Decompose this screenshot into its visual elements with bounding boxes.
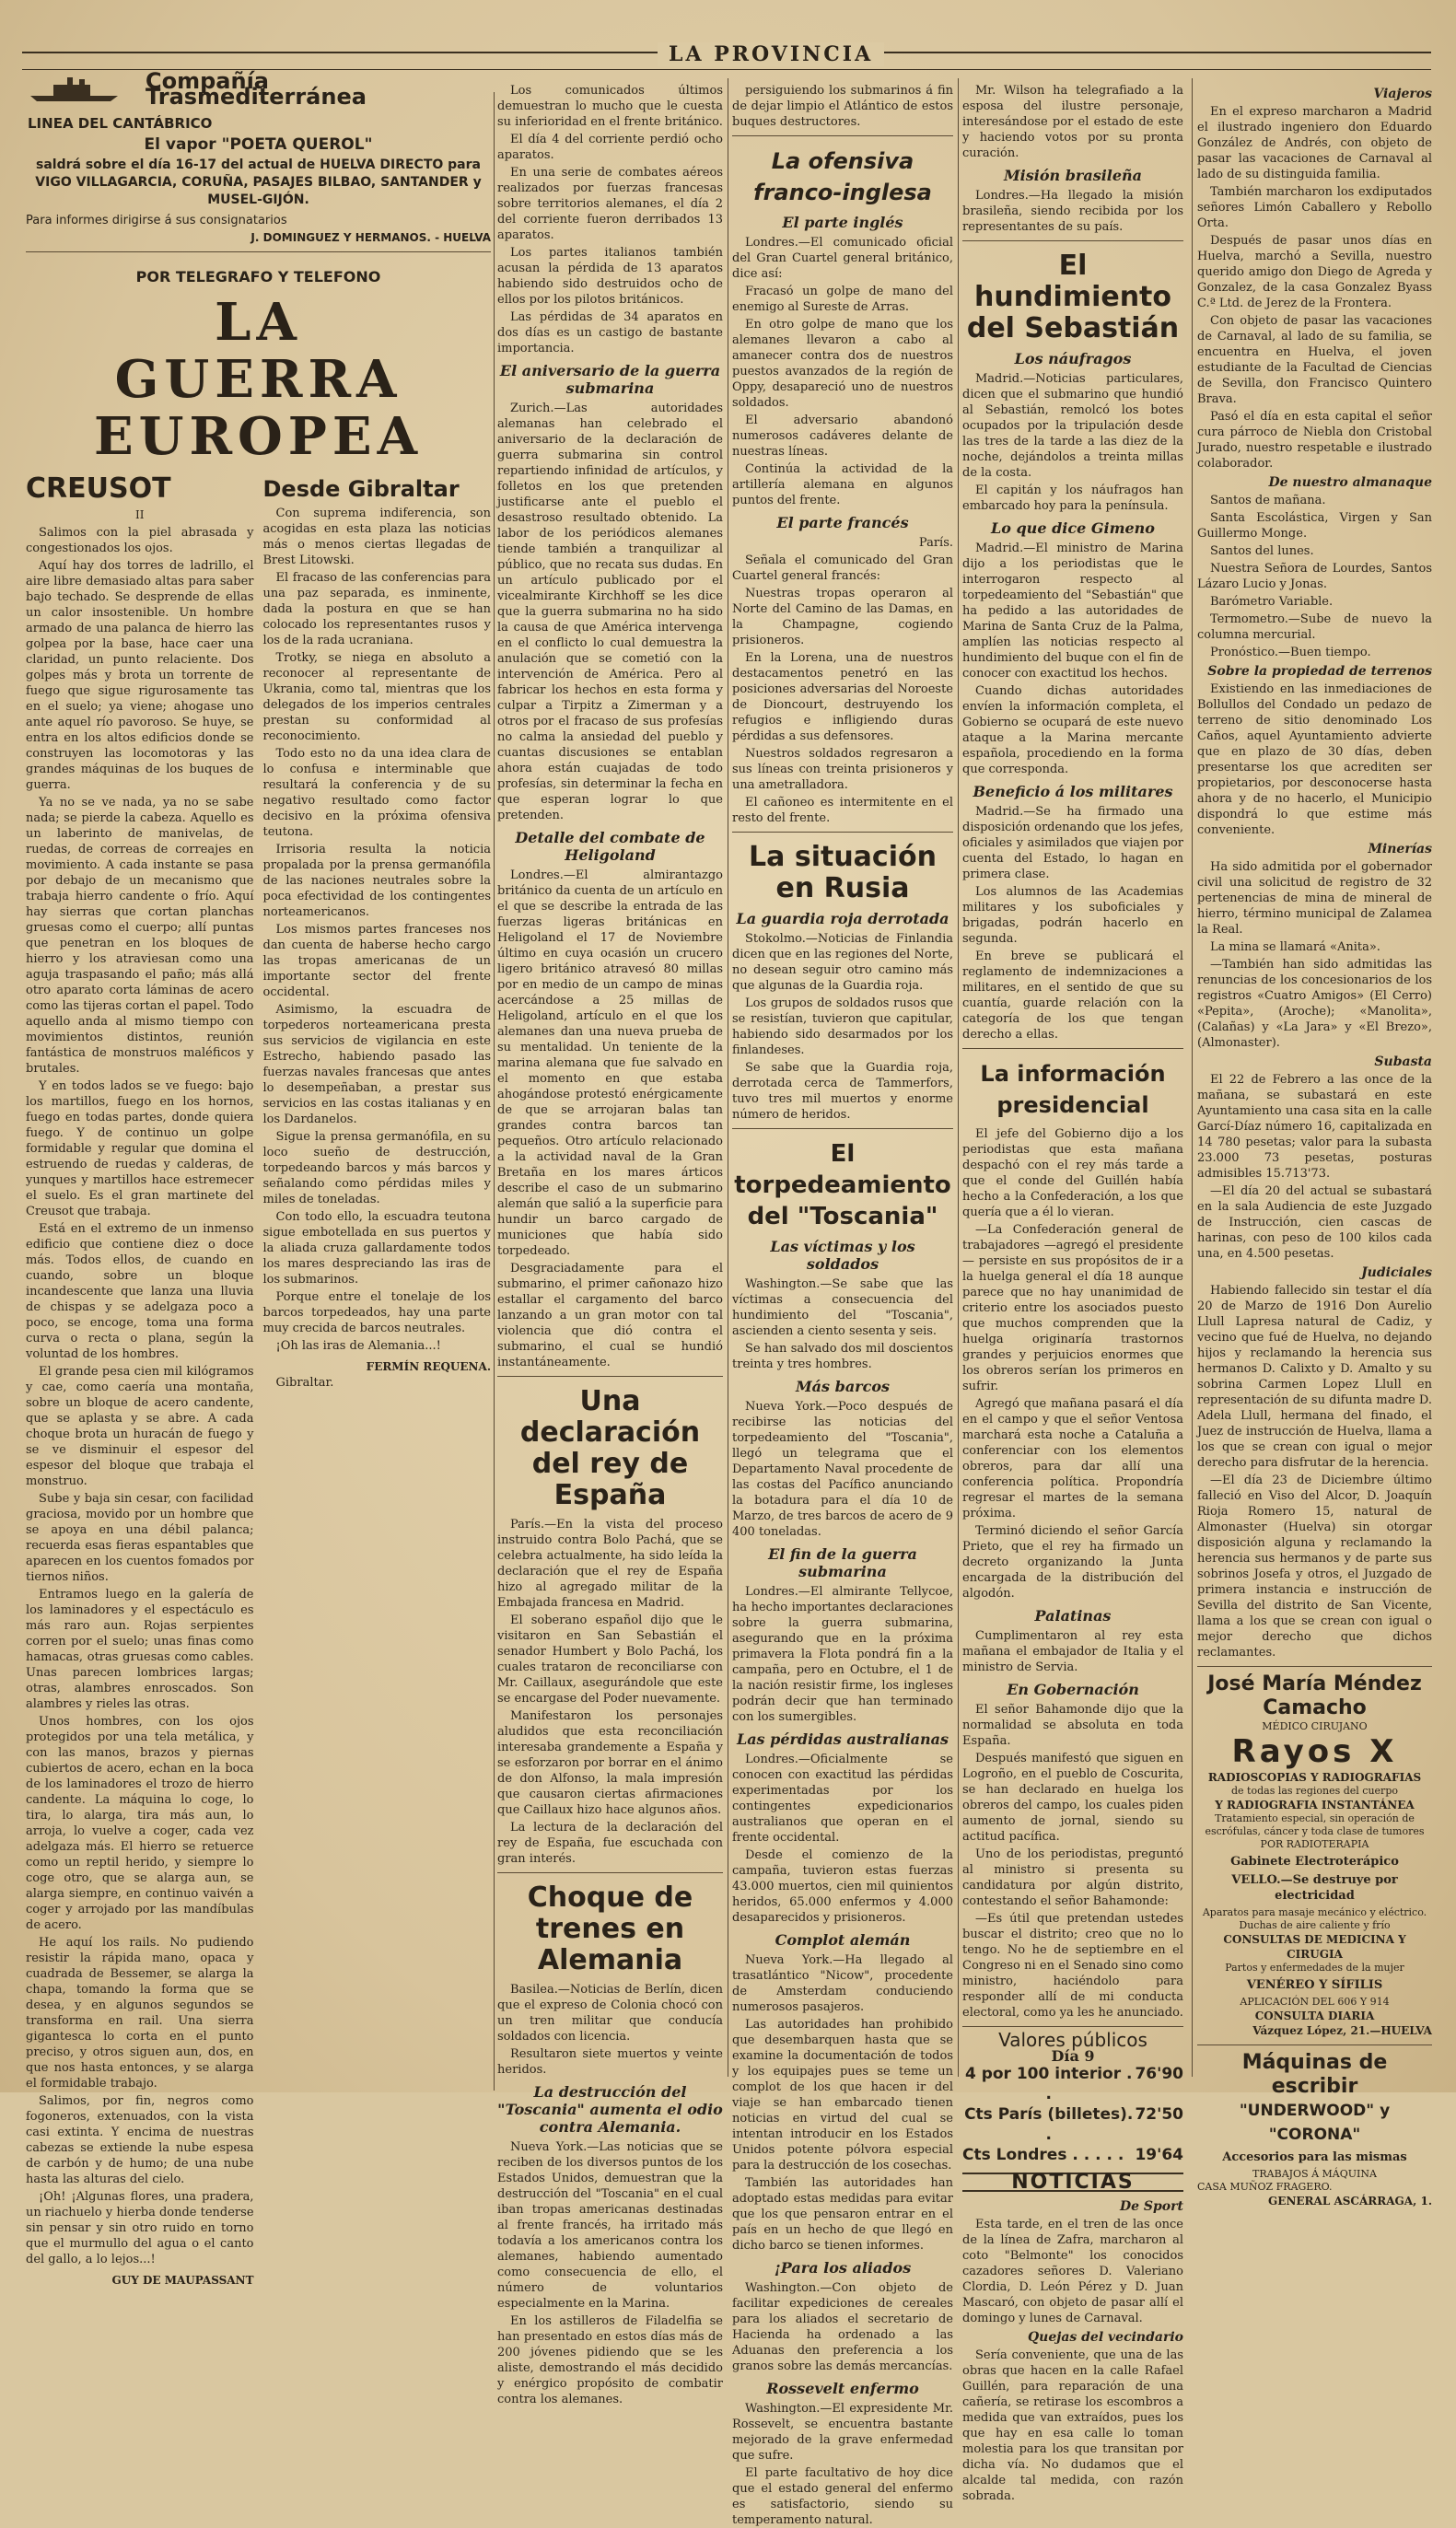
article-title: Desde Gibraltar <box>262 476 460 502</box>
masthead <box>22 42 1431 70</box>
subhead: Beneficio á los militares <box>973 783 1173 800</box>
subhead: Más barcos <box>795 1378 891 1395</box>
subhead: Misión brasileña <box>1003 167 1143 184</box>
creusot-article <box>26 472 254 2289</box>
paragraph: Aquí hay dos torres de ladrillo, el aire libre demasiado altas para saber bajo techado. Se desprende de ellas un calor insostenible. Un hombre armado de una palanca de hierro las golpea por la base, hace caer una claridad, un punto relaciente. Dos golpes más y brota un torrente de fuego que sigue rigurosamente tas en el suelo; ya viene; ahogase uno ante aquel río pavoroso. Se huye, se entra en los altos edificios donde se construyen las locomotoras y las grandes máquinas de los buques de guerra. <box>26 559 254 792</box>
paragraph: Agregó que mañana pasará el día en el campo y que el señor Ventosa marchará esta noche a Cataluña a conferenciar con los elementos obreros, para dar allí una conferencia política. Propondría regresar el martes de la semana próxima. <box>962 1397 1183 1520</box>
subhead: El fin de la guerra submarina <box>768 1545 917 1580</box>
subhead: Los náufragos <box>1014 350 1132 367</box>
paragraph: Nueva York.—Las noticias que se reciben de los diversos puntos de los Estados Unidos, demuestran que la destrucción del "Toscania" en el cual iban tropas americanas destinadas al frente francés, ha irritado más todavía a los americanos contra los alemanes, habiendo aumentado como consecuencia de ello, el número de voluntarios especialmente en la Marina. <box>497 2140 723 2311</box>
headline: El hundimiento del Sebastián <box>966 250 1180 344</box>
paragraph: Sería conveniente, que una de las obras que hacen en la calle Rafael Guillén, para reparación de una cañería, se retirase los escombros a medida que van extraídos, pues los que hay en esa calle lo toman molestia para los que transitan por dicha vía. No dudamos que el alcalde tal medida, con razón sobrada. <box>962 2348 1183 2503</box>
paragraph: Existiendo en las inmediaciones de Bollullos del Condado un pedazo de terreno de sitio denominado Los Caños, aquel Ayuntamiento advierte que en plazo de 30 días, deben presentarse los que acrediten ser propietarios, por desconocerse hasta ahora y de no hacerlo, el Municipio dispondrá lo que estime más conveniente. <box>1197 682 1432 837</box>
paragraph: Las autoridades han prohibido que desembarquen hasta que se examine la documentación de todos y los equipajes pues se teme un complot de los que hacen ir del viaje se han embarcado tienen noticias en virtud del cual se intentan introducir en los Estados Unidos potente pólvora especial para la destrucción de los cosechas. <box>732 2018 953 2173</box>
headline: La situación en Rusia <box>749 841 937 904</box>
paragraph: Porque entre el tonelaje de los barcos torpedeados, hay una parte muy crecida de barcos neutrales. <box>262 1290 491 1335</box>
ad-address: GENERAL ASCÁRRAGA, 1. <box>1268 2195 1432 2208</box>
divider <box>26 251 491 252</box>
paragraph: He aquí los rails. No pudiendo resistir la rápida mano, opaca y cuadrada de Bessemer, se alarga la chapa, tomando la forma que se desea, y en algunos segundos se transforma en rail. Una sierra gigantesca lo corta en el punto preciso, y otros siguen aun, dos, en que nos hasta entonces, y se alarga el formidable trabajo. <box>26 1936 254 2091</box>
column-rule <box>1192 78 1193 2077</box>
paragraph: Londres.—El comunicado oficial del Gran Cuartel general británico, dice así: <box>732 236 953 281</box>
paragraph: —También han sido admitidas las renuncias de los concesionarios de los registros «Cuatro Amigos» (El Cerro) «Pepita», (Aroche); «Manolita», (Calañas) y «La Jara» y «El Brezo», (Almonaster). <box>1197 958 1432 1050</box>
paragraph: Se sabe que la Guardia roja, derrotada cerca de Tammerfors, tuvo tres mil muertos y enorme número de heridos. <box>732 1061 953 1122</box>
paragraph: ¡Oh! ¡Algunas flores, una pradera, un riachuelo y hierba donde tenderse sin pensar y sin otro ruido en torno que el murmullo del agua o el canto del gallo, a lo lejos...! <box>26 2190 254 2266</box>
paragraph: Nuestras tropas operaron al Norte del Camino de las Damas, en la Champagne, cogiendo prisioneros. <box>732 587 953 647</box>
section-label: POR TELEGRAFO Y TELEFONO <box>135 268 381 285</box>
paragraph: El capitán y los náufragos han embarcado hoy para la península. <box>962 483 1183 513</box>
paragraph: Barómetro Variable. <box>1210 595 1334 609</box>
ad-line: CONSULTAS DE MEDICINA Y CIRUGIA <box>1223 1933 1406 1961</box>
paragraph: El grande pesa cien mil kilógramos y cae, como caería una montaña, sobre un bloque de acero candente, que se aplasta y se abre. A cada choque brota un huracán de fuego y se ve disminuir el espesor del espesor del bloque que trabaja el monstruo. <box>26 1365 254 1488</box>
value-row <box>962 2104 1183 2145</box>
paragraph: Después manifestó que siguen en Logroño, en el pueblo de Coscurita, se han declarado en huelga los obreros del campo, los cuales piden aumento de jornal, siendo su actitud pacífica. <box>962 1752 1183 1844</box>
ad-brands: "UNDERWOOD" y "CORONA" <box>1239 2102 1391 2144</box>
paragraph: —El día 23 de Diciembre último falleció en Viso del Alcor, D. Joaquín Rioja Romero 15, natural de Almonaster (Huelva) sin otorgar disposición alguna y reclamando la herencia sus hermanos y de parte sus sobrinos Josefa y otros, el Juzgado de primera instancia e instrucción de Sevilla del distrito de San Vicente, llama a los que se crean con igual o mejor derecho que dichos reclamantes. <box>1197 1474 1432 1660</box>
ad-line: Tratamiento especial, sin operación de escrófulas, cáncer y toda clase de tumores POR RADIOTERAPIA <box>1205 1812 1425 1850</box>
ship-line: LINEA DEL CANTÁBRICO <box>28 115 213 132</box>
gibraltar-article <box>263 472 492 2289</box>
paragraph: Fracasó un golpe de mano del enemigo al Sureste de Arras. <box>732 285 953 314</box>
subhead: La destrucción del "Toscania" aumenta el odio contra Alemania. <box>497 2083 723 2136</box>
paragraph: El día 4 del corriente perdió ocho aparatos. <box>497 133 723 162</box>
ship-icon <box>26 76 127 103</box>
subhead: Subasta <box>1374 1054 1432 1069</box>
column-1 <box>26 68 491 2289</box>
paragraph: Esta tarde, en el tren de las once de la línea de Zafra, marcharon al coto "Belmonte" los conocidos cazadores señores D. Valeriano Clordia, D. León Pérez y D. Juan Mascaró, con objeto de pasar allí el domingo y lunes de Carnaval. <box>962 2218 1183 2325</box>
ad-line: Y RADIOGRAFIA INSTANTÁNEA <box>1215 1799 1415 1812</box>
paragraph: Con suprema indiferencia, son acogidas en esta plaza las noticias más o menos ciertas llegadas de Brest Litowski. <box>262 507 491 567</box>
subhead: La guardia roja derrotada <box>736 910 949 927</box>
paragraph: Londres.—El almirante Tellycoe, ha hecho importantes declaraciones sobre la guerra submarina, asegurando que en la próxima primavera la Flota pondrá fin a la campaña, pero en Octubre, el 1 de la nación resistir firme, los ingleses podrán decir que han terminado con los sumergibles. <box>732 1585 953 1724</box>
doctor-ad <box>1197 1672 1432 2039</box>
paragraph: En el expreso marcharon a Madrid el ilustrado ingeniero don Eduardo González de Andrés, con objeto de pasar las vacaciones de Carnaval al lado de su distinguida familia. <box>1197 105 1432 181</box>
paragraph: Londres.—El almirantazgo británico da cuenta de un artículo en el que se describe la entrada de las fuerzas ligeras británicas en Heligoland el 17 de Noviembre último en cuya ocasión un crucero ligero británico atravesó 80 millas por en medio de un campo de minas acercándose a 25 millas de Heligoland, artículo en el que los alemanes dan una nueva prueba de su mentalidad. Un teniente de la marina alemana que fue salvado en el momento en que estaba ahogándose protestó enérgicamente de que se arrojaran balas tan grandes contra barcos tan pequeños. Otro artículo relacionado a la actividad naval de la Gran Bretaña en los mares árticos describe el caso de un submarino alemán que salió a la superficie para hundir un barco cargado de municiones que había sido torpedeado. <box>497 868 723 1258</box>
paragraph: Basilea.—Noticias de Berlín, dicen que el expreso de Colonia chocó con un tren militar que conducía soldados con licencia. <box>497 1983 723 2044</box>
paragraph: Ya no se ve nada, ya no se sabe nada; se pierde la cabeza. Aquello es un laberinto de manivelas, de ruedas, de correas de correajes en movimiento. A cada instante se pasa por debajo de un mecanismo que trabaja hierro candente o frío. Aquí hay sierras que cortan planchas gruesas como el cuerpo; allí puntas que penetran en los bloques de hierro y los atraviesan como una aguja traspasando el paño; más allá otro aparato corta láminas de acero como las tijeras cortan el papel. Todo aquello anda al mismo tiempo con movimientos distintos, reunión fantástica de monstruos maléficos y brutales. <box>26 796 254 1076</box>
masthead-title: LA PROVINCIA <box>658 42 884 66</box>
article-signature: FERMÍN REQUENA. <box>366 1360 491 1373</box>
paragraph: Sube y baja sin cesar, con facilidad graciosa, movido por un hombre que se apoya en una débil palanca; recuerda esas fieras espantables que aparecen en los cuentos fomados por tiernos niños. <box>26 1492 254 1584</box>
doctor-role: MÉDICO CIRUJANO <box>1262 1720 1368 1732</box>
paragraph: Madrid.—Noticias particulares, dicen que el submarino que hundió al Sebastián, remolcó los botes ocupados por la tripulación desde las tres de la tarde a las diez de la noche, dejándolos a treinta millas de la costa. <box>962 372 1183 480</box>
values-day: Día 9 <box>1051 2047 1095 2065</box>
subhead: Minerías <box>1368 842 1432 856</box>
paragraph: También marcharon los exdiputados señores Limón Caballero y Rebollo Orta. <box>1197 185 1432 230</box>
paragraph: —La Confederación general de trabajadores —agregó el presidente— persiste en sus propósitos de ir a la huelga general el día 18 aunque parece que no hay unanimidad de criterio entre los asociados puesto que muchos comprenden que la huelga originaría trastornos grandes y perjuicios enormes que los obreros serían los primeros en sufrir. <box>962 1223 1183 1393</box>
paragraph: —El día 20 del actual se subastará en la sala Audiencia de este Juzgado de Instrucción, cien cascas de harinas, con peso de 100 kilos cada una, en 4.500 pesetas. <box>1197 1184 1432 1261</box>
subhead: Sobre la propiedad de terrenos <box>1207 664 1432 679</box>
paragraph: Trotky, se niega en absoluto a reconocer al representante de Ukrania, como tal, mientras que los delegados de los imperios centrales prestan su conformidad al reconocimiento. <box>262 651 491 743</box>
paragraph: Salimos con la piel abrasada y congestionados los ojos. <box>26 526 254 555</box>
column-5 <box>1197 83 1432 2208</box>
subhead: Detalle del combate de Heligoland <box>515 829 705 864</box>
article-author: GUY DE MAUPASSANT <box>111 2274 254 2287</box>
ad-address: Vázquez López, 21.—HUELVA <box>1252 2024 1432 2037</box>
paragraph: Zurich.—Las autoridades alemanas han celebrado el aniversario de la declaración de guerra submarina sin control repartiendo infinidad de artículos, y folletos en los que pretenden justificarse ante el pueblo el desastroso resultado obtenido. La labor de los periódicos alemanes tiende también a tranquilizar al público, que no recata sus dudas. En un artículo publicado por el vicealmirante Kirchhoff se les dice que la guerra submarina no ha sido la causa de que América intervenga en el conflicto lo cual demuestra la anulación que se cometió con la intervención de América. Pero al fabricar los hechos en esta forma y culpar a Tirpitz a Zimerman y a otros por el fracaso de sus profesías no calma la ansiedad del pueblo y cuantas discusiones se entablan ahora están cuajadas de todo profesías, sin determinar la fecha en que esperan lograr lo que pretenden. <box>497 402 723 822</box>
article-title: CREUSOT <box>26 472 171 505</box>
paragraph: La lectura de la declaración del rey de España, fue escuchada con gran interés. <box>497 1821 723 1866</box>
subhead: Lo que dice Gimeno <box>991 519 1155 537</box>
paragraph: Santa Escolástica, Virgen y San Guillermo Monge. <box>1197 511 1432 541</box>
divider <box>1197 1666 1432 1667</box>
subhead: Judiciales <box>1361 1265 1432 1280</box>
paragraph: El fracaso de las conferencias para una paz separada, es inminente, dada la postura en que se han colocado los representantes rusos y los de la rada ucraniana. <box>262 571 491 647</box>
paragraph: Mr. Wilson ha telegrafiado a la esposa del ilustre personaje, interesándose por el estado de este y haciendo votos por su pronta curación. <box>962 84 1183 160</box>
subhead: Complot alemán <box>775 1931 911 1949</box>
divider <box>962 2026 1183 2027</box>
subhead: De Sport <box>1119 2199 1183 2214</box>
doctor-name: José María Méndez Camacho <box>1207 1672 1422 1719</box>
headline: Choque de trenes en Alemania <box>527 1881 693 1976</box>
article-numeral: II <box>135 508 145 521</box>
subhead: El parte inglés <box>782 214 903 231</box>
divider <box>732 832 953 833</box>
paragraph: Continúa la actividad de la artillería alemana en algunos puntos del frente. <box>732 462 953 507</box>
stock-values <box>962 2029 1183 2165</box>
ship-informes: Para informes dirigirse á sus consignatarios <box>26 214 287 227</box>
paragraph: En breve se publicará el reglamento de indemnizaciones a militares, en el sentido de que su cuantía, guarde relación con la categoría de los que tengan derecho a ellas. <box>962 949 1183 1042</box>
paragraph: El adversario abandonó numerosos cadáveres delante de nuestras líneas. <box>732 414 953 459</box>
paragraph: Ha sido admitida por el gobernador civil una solicitud de registro de 32 pertenencias de mina de mineral de hierro, término municipal de Zalamea la Real. <box>1197 860 1432 937</box>
divider <box>497 1872 723 1873</box>
paragraph: Stokolmo.—Noticias de Finlandia dicen que en las regiones del Norte, no desean seguir otro camino más que algunas de la Guardia roja. <box>732 932 953 993</box>
paragraph: Washington.—Con objeto de facilitar expediciones de cereales para los aliados el secretario de Hacienda ha ordenado a las Aduanas den preferencia a los granos sobre las demás mercancías. <box>732 2281 953 2373</box>
divider <box>497 1376 723 1377</box>
paragraph: Nuestros soldados regresaron a sus líneas con treinta prisioneros y una ametralladora. <box>732 747 953 792</box>
headline: El torpedeamiento del "Toscania" <box>734 1140 951 1230</box>
column-2 <box>497 83 723 2406</box>
paragraph: Manifestaron los personajes aludidos que esta reconciliación interesaba grandemente a España y se esforzaron por borrar en el ánimo de don Alfonso, la mala impresión que causaron ciertas afirmaciones que Caillaux hizo hace algunos años. <box>497 1709 723 1817</box>
paragraph: Habiendo fallecido sin testar el día 20 de Marzo de 1916 Don Aurelio Llull Lapresa natural de Cadiz, y vecino que fué de Huelva, no dejando hijos y reclamando la herencia sus hermanos D. Calixto y D. Amalto y su sobrina Carmen Lopez Llull en representación de su difunta madre D. Adela Llull, hermana del finado, el Juez de instrucción de Huelva, llama a los que se crean con igual o mejor derecho para disfrutar de la herencia. <box>1197 1284 1432 1470</box>
paragraph: Nueva York.—Ha llegado al trasatlántico "Nicow", procedente de Amsterdam conduciendo numerosos pasajeros. <box>732 1953 953 2014</box>
paragraph: Desde el comienzo de la campaña, tuvieron estas fuerzas 43.000 muertos, cien mil quinientos heridos, 65.000 enfermos y 4.000 desaparecidos y prisioneros. <box>732 1848 953 1925</box>
paragraph: En los astilleros de Filadelfia se han presentado en estos días más de 200 jóvenes pidiendo que se les aliste, demostrando el más decidido y enérgico propósito de combatir contra los alemanes. <box>497 2314 723 2406</box>
paragraph: Uno de los periodistas, preguntó al ministro si presenta su candidatura por algún distrito, contestando el señor Bahamonde: <box>962 1847 1183 1908</box>
paragraph: Señala el comunicado del Gran Cuartel general francés: <box>732 553 953 583</box>
divider <box>732 135 953 136</box>
paragraph: Santos del lunes. <box>1210 544 1314 558</box>
ad-title: Máquinas de escribir <box>1241 2051 1388 2098</box>
main-headline: LA GUERRA EUROPEA <box>93 292 424 467</box>
typewriter-ad <box>1197 2051 1432 2209</box>
article-place: Gibraltar. <box>275 1376 334 1390</box>
paragraph: La mina se llamará «Anita». <box>1210 940 1380 954</box>
ship-ad <box>26 68 491 246</box>
value-amount: 76'90 <box>1135 2065 1183 2083</box>
subhead: En Gobernación <box>1007 1681 1139 1698</box>
paragraph: El cañoneo es intermitente en el resto del frente. <box>732 796 953 825</box>
ad-line: Gabinete Electroterápico <box>1230 1855 1399 1869</box>
subhead: Rossevelt enfermo <box>766 2380 919 2397</box>
paragraph: Nuestra Señora de Lourdes, Santos Lázaro Lucio y Jonas. <box>1197 562 1432 591</box>
subhead: Viajeros <box>1373 87 1432 101</box>
paragraph: Se han salvado dos mil doscientos treinta y tres hombres. <box>732 1342 953 1371</box>
paragraph: Con objeto de pasar las vacaciones de Carnaval, al lado de su familia, se encuentra en Huelva, el joven estudiante de la Facultad de Ciencias de Sevilla, don Francisco Quintero Brava. <box>1197 314 1432 406</box>
headline: La información presidencial <box>980 1061 1166 1118</box>
value-label: Cts Londres . . . . . <box>962 2146 1124 2164</box>
paragraph: El soberano español dijo que le visitaron en San Sebastián el senador Humbert y Bolo Pachá, los cuales trataron de reconciliarse con Mr. Caillaux, asegurándole que este se encargase del Poder nuevamente. <box>497 1613 723 1706</box>
paragraph: Entramos luego en la galería de los laminadores y el espectáculo es más raro aun. Rojas serpientes corren por el suelo; unas finas como hamacas, otras gruesas como cables. Unas parecen lombrices largas; otras, alambres enroscados. Son alambres y rieles las otras. <box>26 1588 254 1711</box>
paragraph: El jefe del Gobierno dijo a los periodistas que esta mañana despachó con el rey más tarde a que el conde del Guillén había hecho a la Confederación, a los que quería que a él lo vieran. <box>962 1127 1183 1219</box>
paragraph: Con todo ello, la escuadra teutona sigue embotellada en sus puertos y la aliada cruza gallardamente todos los mares despreciando las iras de los submarinos. <box>262 1210 491 1287</box>
value-label: Cts París (billetes). . <box>964 2105 1134 2144</box>
paragraph: Y en todos lados se ve fuego: bajo los martillos, fuego en los hornos, fuego en todas partes, donde quiera fuego. Y de continuo un golpe formidable y regular que domina el estruendo de ruedas y calderas, de yunques y martillos hace estremecer el suelo. Es el gran martinete del Creusot que trabaja. <box>26 1079 254 1218</box>
value-amount: 19'64 <box>1135 2146 1183 2164</box>
ad-line: de todas las regiones del cuerpo <box>1231 1785 1398 1797</box>
value-row <box>962 2145 1183 2165</box>
subhead: El aniversario de la guerra submarina <box>499 362 721 397</box>
paragraph: —Es útil que pretendan ustedes buscar el distrito; creo que no lo tengo. No he de septiembre en el Congreso ni en el Senado sino como ministro, haciéndolo para responder allí de mi conducta electoral, como ya les he anunciado. <box>962 1912 1183 2020</box>
subhead: Palatinas <box>1034 1607 1112 1625</box>
paragraph: Pasó el día en esta capital el señor cura párroco de Niebla don Cristobal Jurado, nuestro respetable e ilustrado colaborador. <box>1197 410 1432 471</box>
paragraph: Está en el extremo de un inmenso edificio que contiene diez o doce más. Todos ellos, de cuando en cuando, sobre un bloque incandescente que lanza una lluvia de chispas y se adelgaza poco a poco, se encoge, toma una forma curva o recta o plana, según la voluntad de los hombres. <box>26 1222 254 1361</box>
divider <box>962 240 1183 241</box>
ad-line: APLICACIÓN DEL 606 Y 914 <box>1240 1996 1390 2008</box>
ship-agents: J. DOMINGUEZ Y HERMANOS. - HUELVA <box>250 231 491 244</box>
paragraph: Asimismo, la escuadra de torpederos norteamericana presta sus servicios de vigilancia en este Estrecho, habiendo pasado las fuerzas navales francesas que antes lo desempeñaban, a prestar sus servicios en las costas italianas y en los Dardanelos. <box>262 1003 491 1126</box>
paragraph: Resultaron siete muertos y veinte heridos. <box>497 2047 723 2077</box>
value-row <box>962 2064 1183 2104</box>
paragraph: El señor Bahamonde dijo que la normalidad se absoluta en toda España. <box>962 1703 1183 1748</box>
paragraph: En la Lorena, una de nuestros destacamentos penetró en las posiciones adversarias del Noroeste de Dioncourt, destruyendo los refugios e infligiendo duras pérdidas a sus defensores. <box>732 651 953 743</box>
paragraph: Todo esto no da una idea clara de lo confusa e interminable que resultará la conferencia y de su negativo resultado como factor decisivo en la próxima ofensiva teutona. <box>262 747 491 839</box>
ad-line: Aparatos para masaje mecánico y eléctrico. Duchas de aire caliente y frío <box>1202 1906 1427 1931</box>
subhead: De nuestro almanaque <box>1268 475 1432 490</box>
divider <box>732 1128 953 1129</box>
values-title: Valores públicos <box>998 2029 1147 2051</box>
ship-vapor: El vapor "POETA QUEROL" <box>144 135 373 154</box>
paragraph: El parte facultativo de hoy dice que el estado general del enfermo es satisfactorio, siendo su temperamento natural. <box>732 2466 953 2527</box>
paragraph: Terminó diciendo el señor García Prieto, que el rey ha firmado un decreto organizando la Junta encargada de la distribución del algodón. <box>962 1524 1183 1601</box>
paragraph: Los alumnos de las Academias militares y los suboficiales y brigadas, podrán hacerlo en segunda. <box>962 885 1183 946</box>
subhead: Las víctimas y los soldados <box>770 1238 915 1273</box>
column-3 <box>732 83 953 2527</box>
value-amount: 72'50 <box>1135 2105 1183 2124</box>
paragraph: Londres.—Oficialmente se conocen con exactitud las pérdidas experimentadas por los contingentes expedicionarios australianos que operan en el frente occidental. <box>732 1753 953 1845</box>
paragraph: También las autoridades han adoptado estas medidas para evitar que los que pensaron entrar en el país en un hecho de que llegó en dicho barco se tienen informes. <box>732 2176 953 2253</box>
column-rule <box>958 78 959 2077</box>
subhead: El parte francés <box>776 514 909 531</box>
paragraph: Los comunicados últimos demuestran lo mucho que le cuesta su inferioridad en el frente británico. <box>497 84 723 129</box>
ad-line: VENÉREO Y SÍFILIS <box>1246 1978 1383 1992</box>
rayos-title: Rayos X <box>1231 1733 1398 1770</box>
paragraph: Santos de mañana. <box>1210 494 1326 507</box>
subcolumns <box>26 472 491 2289</box>
paragraph: Madrid.—El ministro de Marina dijo a los periodistas que le interrogaron respecto al torpedeamiento del "Sebastián" que ha pedido a las autoridades de Marina de Santa Cruz de la Palma, amplíen las noticias respecto al hundimiento del buque con el fin de conocer con exactitud los hechos. <box>962 542 1183 681</box>
paragraph: Sigue la prensa germanófila, en su loco sueño de destrucción, torpedeando barcos y más barcos y señalando como pérdidas miles y miles de toneladas. <box>262 1130 491 1206</box>
news-header: NOTICIAS <box>962 2173 1183 2192</box>
paragraph: Termometro.—Sube de nuevo la columna mercurial. <box>1197 612 1432 642</box>
ad-line: VELLO.—Se destruye por electricidad <box>1231 1873 1398 1903</box>
ad-line: RADIOSCOPIAS Y RADIOGRAFIAS <box>1207 1771 1422 1784</box>
paragraph: Los partes italianos también acusan la pérdida de 13 aparatos habiendo sido destruidos ocho de ellos por los pilotos británicos. <box>497 246 723 307</box>
company-name: Compañía Trasmediterránea <box>146 68 367 110</box>
column-rule <box>494 92 495 2091</box>
subhead: Las pérdidas australianas <box>736 1730 949 1748</box>
paragraph: Salimos, por fin, negros como fogoneros, extenuados, con la vista casi extinta. Y encima de nuestras cabezas se extiende la nube espesa de carbón y de humo; de una nube hasta las alturas del cielo. <box>26 2094 254 2186</box>
paragraph: París.—En la vista del proceso instruido contra Bolo Pachá, que se celebra actualmente, ha sido leída la declaración que el rey de España hizo al agregado militar de la Embajada francesa en Madrid. <box>497 1518 723 1610</box>
paragraph: Cumplimentaron al rey esta mañana el embajador de Italia y el ministro de Servia. <box>962 1629 1183 1674</box>
paragraph: Washington.—Se sabe que las víctimas a consecuencia del hundimiento del "Toscania", ascienden a ciento sesenta y seis. <box>732 1277 953 1338</box>
paragraph: persiguiendo los submarinos á fin de dejar limpio el Atlántico de estos buques destructores. <box>732 84 953 129</box>
paragraph: Irrisoria resulta la noticia propalada por la prensa germanófila de las naciones neutrales sobre la poca efectividad de los contingentes norteamericanos. <box>262 843 491 919</box>
paragraph: En otro golpe de mano que los alemanes llevaron a cabo al amanecer contra dos de nuestros puestos avanzados de la región de Oppy, desapareció uno de nuestros soldados. <box>732 318 953 410</box>
paragraph: En una serie de combates aéreos realizados por fuerzas francesas sobre territorios alemanes, el día 2 del corriente fueron derribados 13 aparatos. <box>497 166 723 242</box>
paragraph: ¡Oh las iras de Alemania...! <box>275 1339 441 1353</box>
subhead: Quejas del vecindario <box>1027 2330 1183 2345</box>
column-4 <box>962 83 1183 2503</box>
paragraph: Los mismos partes franceses nos dan cuenta de haberse hecho cargo las tropas americanas de un importante sector del frente occidental. <box>262 923 491 999</box>
headline: La ofensiva franco-inglesa <box>753 148 932 205</box>
paragraph: Washington.—El expresidente Mr. Rossevelt, se encuentra bastante mejorado de la grave enfermedad que sufre. <box>732 2402 953 2463</box>
paragraph: El 22 de Febrero a las once de la mañana, se subastará en este Ayuntamiento una casa sita en la calle Garcí-Díaz número 16, capitalizada en 14 780 pesetas; valor para la subasta 23.000 73 pesetas, posturas admisibles 15.713'73. <box>1197 1073 1432 1181</box>
paragraph: Cuando dichas autoridades envíen la información completa, el Gobierno se ocupará de este nuevo ataque a la Marina mercante española, procediendo en la forma que corresponda. <box>962 684 1183 776</box>
ad-line: CONSULTA DIARIA <box>1254 2010 1375 2022</box>
divider <box>962 1048 1183 1049</box>
paragraph: Después de pasar unos días en Huelva, marchó a Sevilla, nuestro querido amigo don Diego de Agreda y Gonzalez, de la casa Gonzalez Byass C.ª Ltd. de Jerez de la Frontera. <box>1197 234 1432 310</box>
paragraph: Las pérdidas de 34 aparatos en dos días es un castigo de bastante importancia. <box>497 310 723 355</box>
value-label: 4 por 100 interior . . <box>964 2065 1133 2103</box>
subhead: ¡Para los aliados <box>774 2259 912 2277</box>
paragraph: Desgraciadamente para el submarino, el primer cañonazo hizo estallar el cargamento del barco lanzando a un gran motor con tal violencia que dió contra el submarino, el cual se hundió instantáneamente. <box>497 1262 723 1369</box>
paragraph: Nueva York.—Poco después de recibirse las noticias del torpedeamiento del "Toscania", llegó un telegrama que el Departamento Naval procedente de las costas del Pacífico anunciando la botadura para el día 10 de Marzo, de tres barcos de acero de 9 400 toneladas. <box>732 1400 953 1539</box>
ad-line: TRABAJOS Á MÁQUINA <box>1252 2168 1377 2180</box>
ad-line: Accesorios para las mismas <box>1222 2150 1407 2164</box>
paragraph: Pronóstico.—Buen tiempo. <box>1210 646 1371 659</box>
paragraph: Madrid.—Se ha firmado una disposición ordenando que los jefes, oficiales y asimilados que viajen por cuenta del Estado, lo hagan en primera clase. <box>962 805 1183 881</box>
paragraph: Los grupos de soldados rusos que se resistían, tuvieron que capitular, habiendo sido desarmados por los finlandeses. <box>732 996 953 1057</box>
paragraph: Londres.—Ha llegado la misión brasileña, siendo recibida por los representantes de su país. <box>962 189 1183 234</box>
paragraph: Unos hombres, con los ojos protegidos por una tela metálica, y con las manos, brazos y piernas cubiertos de acero, echan en la boca de los laminadores el trozo de hierro candente. La máquina lo coge, lo tira, lo alarga, tira más aun, lo arroja, lo vuelve a coger, cada vez adelgaza más. El hierro se retuerce como un reptil herido, y siempre lo coge otro, que se alarga aun, se alarga siempre, en continuo vaivén a coger y arrojado por las mandíbulas de acero. <box>26 1715 254 1932</box>
ad-line: CASA MUÑOZ FRAGERO. <box>1197 2181 1333 2193</box>
headline: Una declaración del rey de España <box>519 1385 701 1511</box>
ship-departure: saldrá sobre el día 16-17 del actual de HUELVA DIRECTO para VIGO VILLAGARCIA, CORUÑA, PASAJES BILBAO, SANTANDER y MUSEL-GIJÓN. <box>35 157 482 207</box>
paragraph: París. <box>918 536 953 550</box>
ad-line: Partos y enfermedades de la mujer <box>1225 1962 1404 1974</box>
